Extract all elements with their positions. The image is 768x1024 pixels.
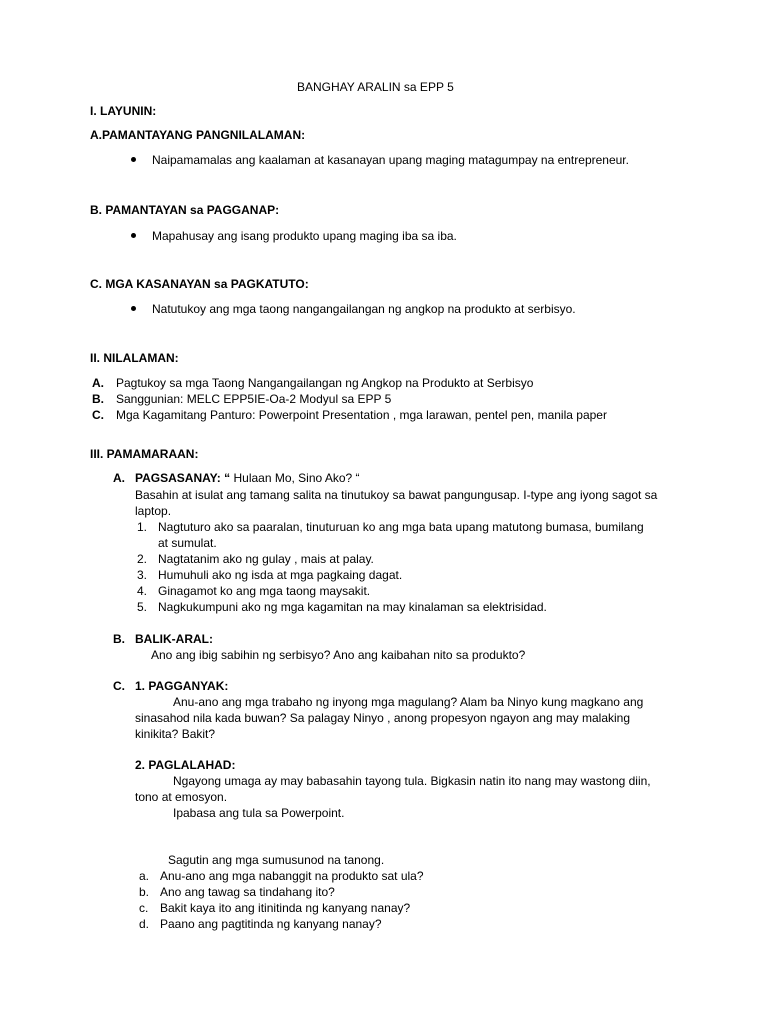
list-marker: 1. [137,520,148,534]
list-item: Nagkukumpuni ako ng mga kagamitan na may kinalaman sa elektrisidad. [158,600,547,614]
bullet-icon [131,306,136,311]
balik-aral-heading: BALIK-ARAL: [135,632,213,646]
pagsasanay-instruction: laptop. [135,504,172,518]
list-item: Bakit kaya ito ang itinitinda ng kanyang nanay? [160,901,411,915]
pamantayan-pagganap-heading: B. PAMANTAYAN sa PAGGANAP: [90,203,280,217]
list-item: Ano ang tawag sa tindahang ito? [160,885,335,899]
list-marker: 4. [137,584,148,598]
list-item: Anu-ano ang mga nabanggit na produkto sat ula? [160,869,424,883]
list-marker: 2. [137,552,148,566]
list-item: at sumulat. [158,536,217,550]
list-item: Humuhuli ako ng isda at mga pagkaing dagat. [158,568,403,582]
list-marker: C. [92,408,104,422]
list-marker: B. [113,632,125,646]
list-marker: 5. [137,600,148,614]
pagganyak-heading: 1. PAGGANYAK: [135,679,229,693]
list-marker: a. [139,869,150,883]
sagutin-instruction: Sagutin ang mga sumusunod na tanong. [168,853,385,867]
list-marker: A. [113,471,125,485]
paglalahad-text: Ipabasa ang tula sa Powerpoint. [173,806,345,820]
paglalahad-heading: 2. PAGLALAHAD: [135,758,236,772]
list-item: Nagtatanim ako ng gulay , mais at palay. [158,552,374,566]
pagsasanay-heading-line [135,470,360,486]
section-pamamaraan-heading: III. PAMAMARAAN: [90,447,199,461]
list-item: Nagtuturo ako sa paaralan, tinuturuan ko ang mga bata upang matutong bumasa, bumilang [158,520,644,534]
balik-aral-text: Ano ang ibig sabihin ng serbisyo? Ano ang kaibahan nito sa produkto? [151,648,526,662]
list-item: Pagtukoy sa mga Taong Nangangailangan ng Angkop na Produkto at Serbisyo [116,376,534,390]
bullet-icon [131,233,136,238]
pagganyak-text: kinikita? Bakit? [135,727,216,741]
section-layunin-heading: I. LAYUNIN: [90,104,157,118]
list-marker: c. [139,901,149,915]
list-marker: b. [139,885,150,899]
kasanayan-pagkatuto-bullet: Natutukoy ang mga taong nangangailangan ng angkop na produkto at serbisyo. [152,302,576,316]
pagganyak-text: sinasahod nila kada buwan? Sa palagay Ninyo , anong propesyon ngayon ang may malaking [135,711,631,725]
pagsasanay-instruction: Basahin at isulat ang tamang salita na tinutukoy sa bawat pangungusap. I-type ang iyong sagot sa [135,488,658,502]
bullet-icon [131,157,136,162]
list-item: Mga Kagamitang Panturo: Powerpoint Presentation , mga larawan, pentel pen, manila paper [116,408,607,422]
pagsasanay-subtitle: Hulaan Mo, Sino Ako? “ [230,471,360,485]
list-item: Ginagamot ko ang mga taong maysakit. [158,584,371,598]
pagganyak-text: Anu-ano ang mga trabaho ng inyong mga magulang? Alam ba Ninyo kung magkano ang [173,695,644,709]
paglalahad-text: tono at emosyon. [135,790,228,804]
list-marker: C. [113,679,125,693]
pamantayan-pagganap-bullet: Mapahusay ang isang produkto upang maging iba sa iba. [152,229,457,243]
list-item: Sanggunian: MELC EPP5IE-Oa-2 Modyul sa EPP 5 [116,392,392,406]
paglalahad-text: Ngayong umaga ay may babasahin tayong tula. Bigkasin natin ito nang may wastong diin, [173,774,651,788]
section-nilalaman-heading: II. NILALAMAN: [90,351,179,365]
list-marker: d. [139,917,150,931]
kasanayan-pagkatuto-heading: C. MGA KASANAYAN sa PAGKATUTO: [90,277,309,291]
list-marker: B. [92,392,104,406]
list-item: Paano ang pagtitinda ng kanyang nanay? [160,917,382,931]
list-marker: A. [92,376,104,390]
document-title: BANGHAY ARALIN sa EPP 5 [297,80,454,94]
pamantayang-pangnilalaman-heading: A.PAMANTAYANG PANGNILALAMAN: [90,128,306,142]
pamantayang-pangnilalaman-bullet: Naipamamalas ang kaalaman at kasanayan upang maging matagumpay na entrepreneur. [152,153,629,167]
list-marker: 3. [137,568,148,582]
pagsasanay-heading: PAGSASANAY: “ [135,471,231,485]
